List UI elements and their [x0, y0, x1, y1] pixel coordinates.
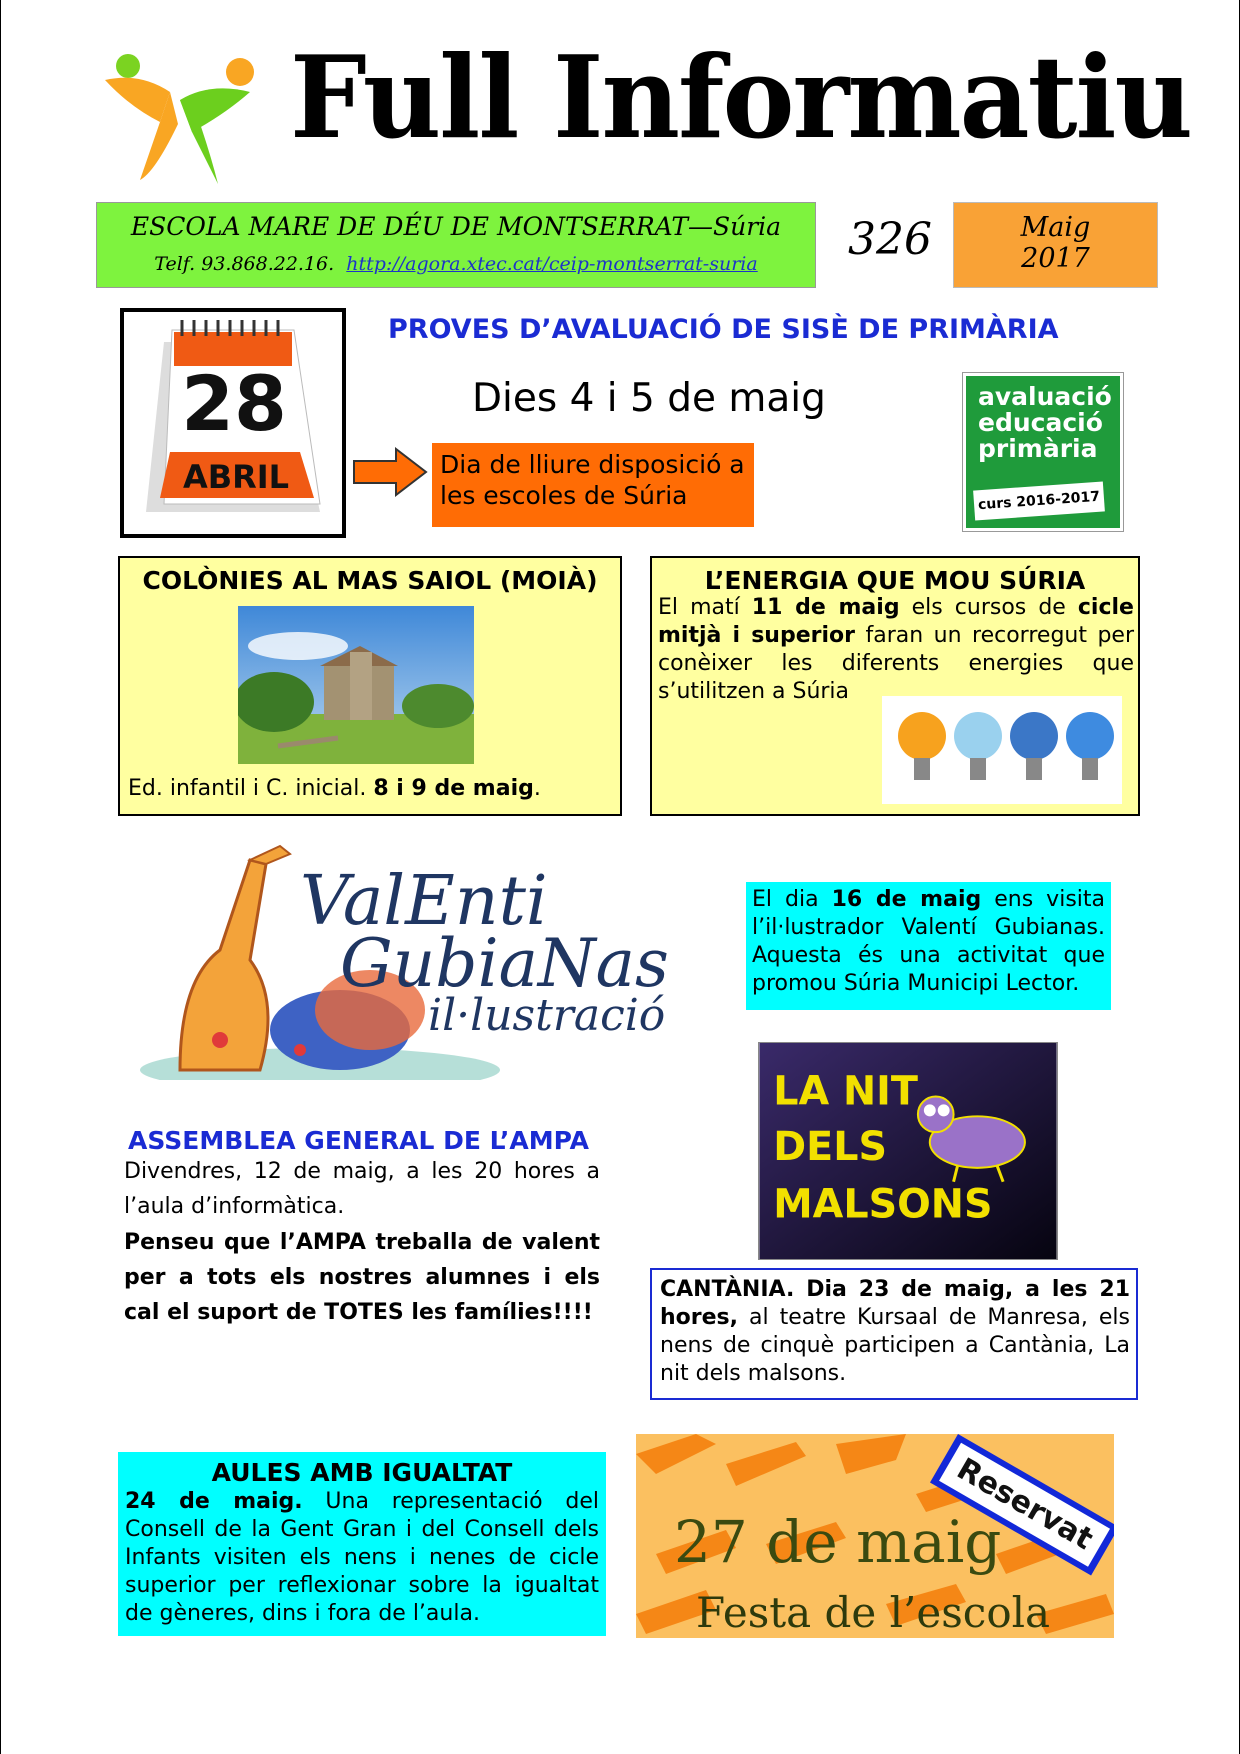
bulb-icon [898, 712, 946, 780]
energia-date: 11 de maig [751, 595, 900, 620]
lanit-line1: LA NIT [773, 1068, 918, 1115]
cantania-date: CANTÀNIA. Dia 23 de maig, a les 21 hores, [660, 1277, 1130, 1330]
aules-title: AULES AMB IGUALTAT [211, 1458, 513, 1487]
energia-text-5: faran un recorregut per conèixer les diferents energies que s’utilitzen a Súria [658, 623, 1135, 704]
logo-head-green [116, 54, 140, 78]
energia-box [650, 556, 1140, 816]
colonies-text-suffix: . [533, 776, 541, 801]
la-nit-dels-malsons-image [758, 1042, 1058, 1260]
energia-text-3: els cursos de [899, 595, 1078, 620]
evaluation-title: PROVES D’AVALUACIÓ DE SISÈ DE PRIMÀRIA [388, 314, 1059, 345]
aules-box [118, 1452, 606, 1636]
colonies-title: COLÒNIES AL MAS SAIOL (MOIÀ) [142, 566, 598, 595]
reserved-stamp-text: Reservat [939, 1443, 1110, 1567]
evaluation-badge-text [978, 384, 1112, 462]
school-phone: Telf. 93.868.22.16. [154, 253, 335, 275]
valenti-text-3: ens visita l’il·lustrador Valentí Gubianas. Aquesta és una activitat que promou Súria Municipi Lector. [752, 887, 1105, 996]
energia-cycles: cicle mitjà i superior [658, 595, 1134, 648]
valenti-logo-line3: il·lustració [428, 990, 666, 1041]
calendar-month: ABRIL [182, 458, 290, 496]
bulb-icon [954, 712, 1002, 780]
valenti-logo-line1: ValEnti [300, 862, 548, 941]
valenti-visit-box [746, 882, 1111, 1010]
newsletter-title: Full Informatiu [290, 31, 1192, 165]
school-name: ESCOLA MARE DE DÉU DE MONTSERRAT—Súria [130, 212, 782, 241]
valenti-logo-line2: GubiaNas [340, 925, 669, 1002]
evaluation-badge [962, 372, 1124, 532]
calendar-icon [124, 312, 342, 534]
valenti-text-1: El dia [752, 887, 832, 912]
badge-line-1: avaluació [978, 382, 1112, 411]
bulb-icon [1010, 712, 1058, 780]
colonies-text [128, 776, 541, 801]
energia-title: L’ENERGIA QUE MOU SÚRIA [704, 566, 1086, 595]
ampa-title: ASSEMBLEA GENERAL DE L’AMPA [128, 1126, 589, 1155]
bulb-icon [1066, 712, 1114, 780]
issue-number: 326 [848, 214, 932, 265]
logo-head-orange [226, 58, 254, 86]
aules-details: Una representació del Consell de la Gent Gran i del Consell dels Infants visiten els nens i nenes de cicle superior per reflexionar sobre la igualtat de gèneres, dins i fora de l’aula. [125, 1489, 599, 1626]
calendar-day: 28 [181, 359, 287, 448]
arrow-right-icon [352, 447, 428, 497]
valenti-gubianas-illustration [140, 840, 730, 1080]
free-day-note: Dia de lliure disposició a les escoles de Súria [432, 443, 754, 527]
festa-escola-banner [636, 1434, 1114, 1638]
school-website-link[interactable]: http://agora.xtec.cat/ceip-montserrat-suria [346, 253, 758, 275]
colonies-box [118, 556, 622, 816]
energia-text [658, 594, 1134, 706]
issue-month: Maig [1020, 212, 1091, 243]
issue-year: 2017 [1021, 243, 1090, 274]
cantania-box [650, 1268, 1138, 1400]
colonies-text-prefix: Ed. infantil i C. inicial. [128, 776, 367, 801]
evaluation-badge-course: curs 2016-2017 [973, 482, 1105, 521]
ampa-text: Divendres, 12 de maig, a les 20 hores a l’aula d’informàtica. [124, 1159, 600, 1219]
ampa-appeal: Penseu que l’AMPA treballa de valent per a tots els nostres alumnes i els cal el suport de TOTES les famílies!!!! [124, 1230, 600, 1325]
issue-date-box [953, 202, 1158, 288]
lanit-line2: DELS [773, 1123, 887, 1170]
colonies-dates: 8 i 9 de maig [373, 776, 534, 801]
valenti-date: 16 de maig [831, 887, 982, 912]
mas-saiol-photo [238, 606, 474, 764]
badge-line-3: primària [978, 434, 1098, 463]
cantania-text [660, 1276, 1130, 1388]
school-contact [97, 253, 815, 275]
evaluation-dates: Dies 4 i 5 de maig [472, 376, 826, 421]
school-logo [100, 52, 260, 190]
school-info-box [96, 202, 816, 288]
calendar-frame [120, 308, 346, 538]
cantania-details: al teatre Kursaal de Manresa, els nens de cinquè participen a Cantània, La nit dels malsons. [660, 1305, 1130, 1386]
energia-text-1: El matí [658, 595, 752, 620]
badge-line-2: educació [978, 408, 1103, 437]
energy-bulbs-image [882, 696, 1122, 804]
lanit-line3: MALSONS [773, 1181, 993, 1228]
festa-subtitle: Festa de l’escola [696, 1588, 1051, 1637]
aules-text [125, 1488, 599, 1628]
festa-date: 27 de maig [674, 1508, 1002, 1576]
logo-arm-orange [105, 78, 170, 122]
aules-date: 24 de maig. [125, 1489, 303, 1514]
